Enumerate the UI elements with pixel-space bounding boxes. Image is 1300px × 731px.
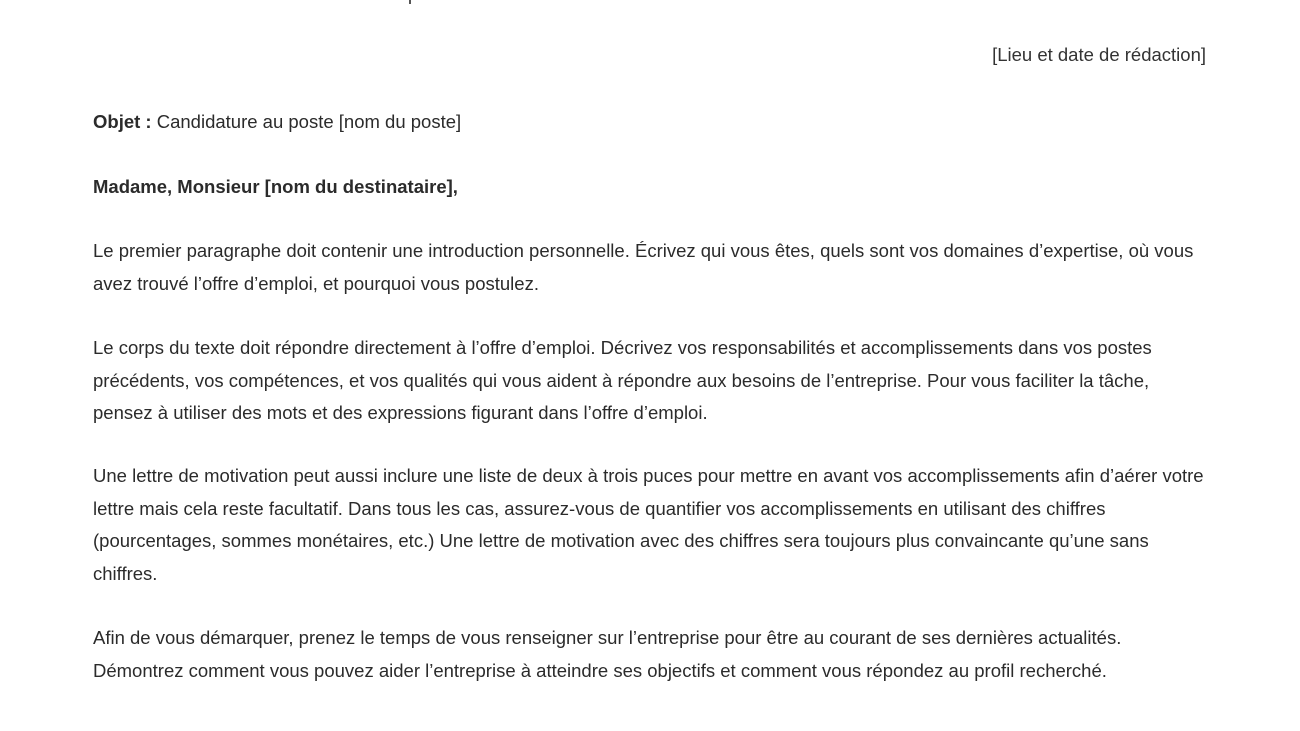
- subject-text: Candidature au poste [nom du poste]: [151, 111, 462, 132]
- subject-line: [93, 106, 1213, 139]
- paragraph-company: Afin de vous démarquer, prenez le temps de vous renseigner sur l’entreprise pour être au courant de ses dernières actualités. Démontrez comment vous pouvez aider l’entreprise à atteindre ses objectifs et comment vous répondez au profil recherché.: [93, 627, 1122, 681]
- subject-label: Objet :: [93, 111, 152, 132]
- salutation: Madame, Monsieur [nom du destinataire],: [93, 176, 458, 197]
- paragraph-body: Le corps du texte doit répondre directement à l’offre d’emploi. Décrivez vos responsabilités et accomplissements dans vos postes précédents, vos compétences, et vos qualités qui vous aident à répondre aux besoins de l’entreprise. Pour vous faciliter la tâche, pensez à utiliser des mots et des expressions figurant dans l’offre d’emploi.: [93, 337, 1152, 423]
- paragraph-introduction: Le premier paragraphe doit contenir une introduction personnelle. Écrivez qui vous êtes, quels sont vos domaines d’expertise, où vous avez trouvé l’offre d’emploi, et pourquoi vous postulez.: [93, 240, 1194, 294]
- date-line: [Lieu et date de rédaction]: [992, 44, 1206, 65]
- cropped-recipient-bracket: [93, 0, 411, 4]
- paragraph-accomplishments: Une lettre de motivation peut aussi inclure une liste de deux à trois puces pour mettre en avant vos accomplissements afin d’aérer votre lettre mais cela reste facultatif. Dans tous les cas, assurez-vous de quantifier vos accomplissements en utilisant des chiffres (pourcentages, sommes monétaires, etc.) Une lettre de motivation avec des chiffres sera toujours plus convaincante qu’une sans chiffres.: [93, 465, 1204, 584]
